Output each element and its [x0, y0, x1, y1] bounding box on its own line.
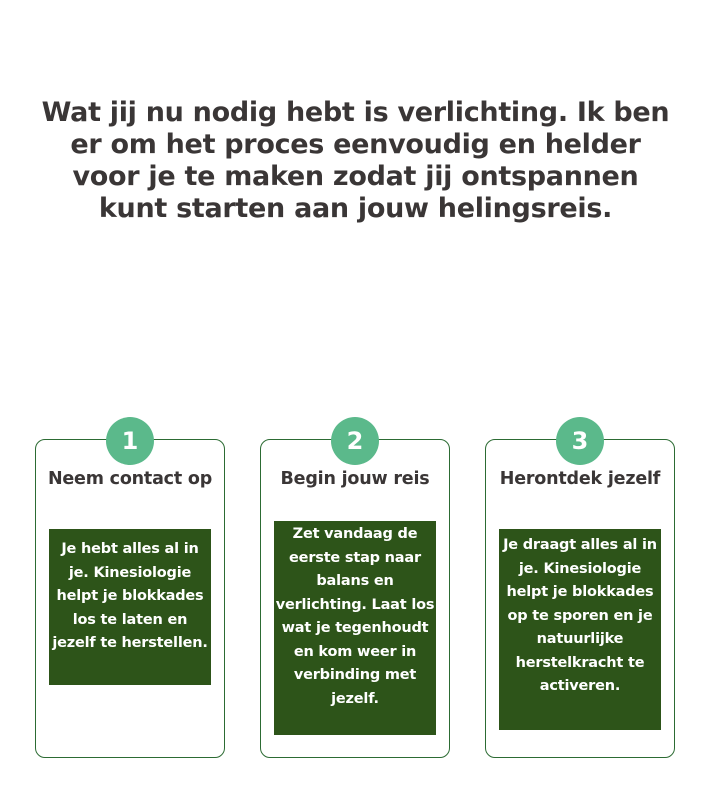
step-card-3	[485, 427, 675, 758]
step-title-3: Herontdek jezelf	[499, 469, 661, 489]
step-number-badge-2: 2	[331, 417, 379, 465]
step-title-2: Begin jouw reis	[280, 469, 430, 489]
step-card-1	[35, 427, 225, 758]
step-description-3: Je draagt alles al in je. Kinesiologie helpt je blokkades op te sporen en je natuurlijke herstelkracht te activeren.	[499, 529, 661, 730]
step-number-badge-3: 3	[556, 417, 604, 465]
page-headline: Wat jij nu nodig hebt is verlichting. Ik ben er om het proces eenvoudig en helder voor je te maken zodat jij ontspannen kunt starten aan jouw helingsreis.	[41, 97, 670, 224]
step-card-2	[260, 427, 450, 758]
step-number-badge-1: 1	[106, 417, 154, 465]
step-title-1: Neem contact op	[47, 469, 213, 489]
step-description-1: Je hebt alles al in je. Kinesiologie helpt je blokkades los te laten en jezelf te herstellen.	[49, 529, 211, 685]
step-description-2: Zet vandaag de eerste stap naar balans en verlichting. Laat los wat je tegenhoudt en kom weer in verbinding met jezelf.	[274, 521, 436, 735]
